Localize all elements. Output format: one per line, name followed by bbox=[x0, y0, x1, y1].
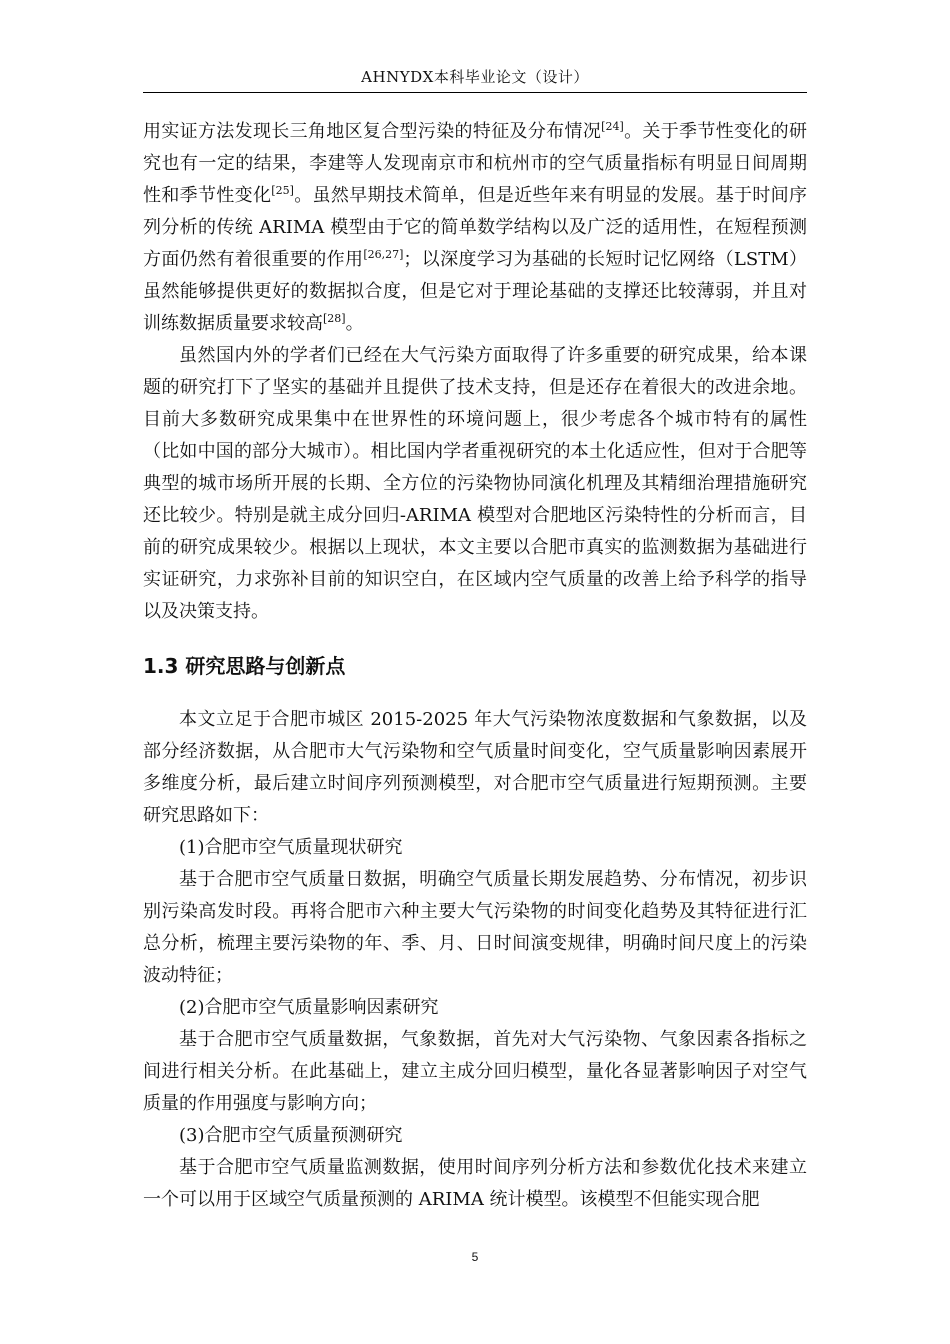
section-heading: 1.3 研究思路与创新点 bbox=[143, 654, 346, 678]
citation-26-27[interactable]: [26,27] bbox=[363, 248, 404, 261]
item-3-text: 基于合肥市空气质量监测数据，使用时间序列分析方法和参数优化技术来建立一个可以用于区域空气质量预测的 ARIMA 统计模型。该模型不但能实现合肥 bbox=[143, 1157, 807, 1210]
page-body bbox=[143, 116, 807, 1216]
item-1-text: 基于合肥市空气质量日数据，明确空气质量长期发展趋势、分布情况，初步识别污染高发时段。再将合肥市六种主要大气污染物的时间变化趋势及其特征进行汇总分析，梳理主要污染物的年、季、月、日时间演变规律，明确时间尺度上的污染波动特征； bbox=[143, 869, 807, 986]
paragraph-literature-2: 虽然国内外的学者们已经在大气污染方面取得了许多重要的研究成果，给本课题的研究打下了坚实的基础并且提供了技术支持，但是还存在着很大的改进余地。目前大多数研究成果集中在世界性的环境问题上，很少考虑各个城市特有的属性（比如中国的部分大城市）。相比国内学者重视研究的本土化适应性，但对于合肥等典型的城市场所开展的长期、全方位的污染物协同演化机理及其精细治理措施研究还比较少。特别是就主成分回归-ARIMA 模型对合肥地区污染特性的分析而言，目前的研究成果较少。根据以上现状，本文主要以合肥市真实的监测数据为基础进行实证研究，力求弥补目前的知识空白，在区域内空气质量的改善上给予科学的指导以及决策支持。 bbox=[143, 345, 807, 622]
item-1-title: (1)合肥市空气质量现状研究 bbox=[179, 837, 403, 858]
item-2-text: 基于合肥市空气质量数据，气象数据，首先对大气污染物、气象因素各指标之间进行相关分析。在此基础上，建立主成分回归模型，量化各显著影响因子对空气质量的作用强度与影响方向； bbox=[143, 1029, 807, 1114]
citation-24[interactable]: [24] bbox=[601, 120, 624, 133]
item-3-title: (3)合肥市空气质量预测研究 bbox=[179, 1125, 403, 1146]
page-number: 5 bbox=[471, 1250, 479, 1264]
header-rule bbox=[143, 92, 807, 93]
running-header: AHNYDX本科毕业论文（设计） bbox=[361, 68, 589, 86]
paragraph-literature-1: 用实证方法发现长三角地区复合型污染的特征及分布情况[24]。关于季节性变化的研究也有一定的结果，李建等人发现南京市和杭州市的空气质量指标有明显日间周期性和季节性变化[25]。虽然早期技术简单，但是近些年来有明显的发展。基于时间序列分析的传统 ARIMA 模型由于它的简单数学结构以及广泛的适用性，在短程预测方面仍然有着很重要的作用[26,27]；以深度学习为基础的长短时记忆网络（LSTM）虽然能够提供更好的数据拟合度，但是它对于理论基础的支撑还比较薄弱，并且对训练数据质量要求较高[28]。 bbox=[143, 120, 808, 334]
paragraph-research-intro: 本文立足于合肥市城区 2015-2025 年大气污染物浓度数据和气象数据，以及部分经济数据，从合肥市大气污染物和空气质量时间变化，空气质量影响因素展开多维度分析，最后建立时间序列预测模型，对合肥市空气质量进行短期预测。主要研究思路如下： bbox=[143, 709, 807, 826]
citation-25[interactable]: [25] bbox=[271, 184, 294, 197]
citation-28[interactable]: [28] bbox=[323, 312, 346, 325]
item-2-title: (2)合肥市空气质量影响因素研究 bbox=[179, 997, 439, 1018]
